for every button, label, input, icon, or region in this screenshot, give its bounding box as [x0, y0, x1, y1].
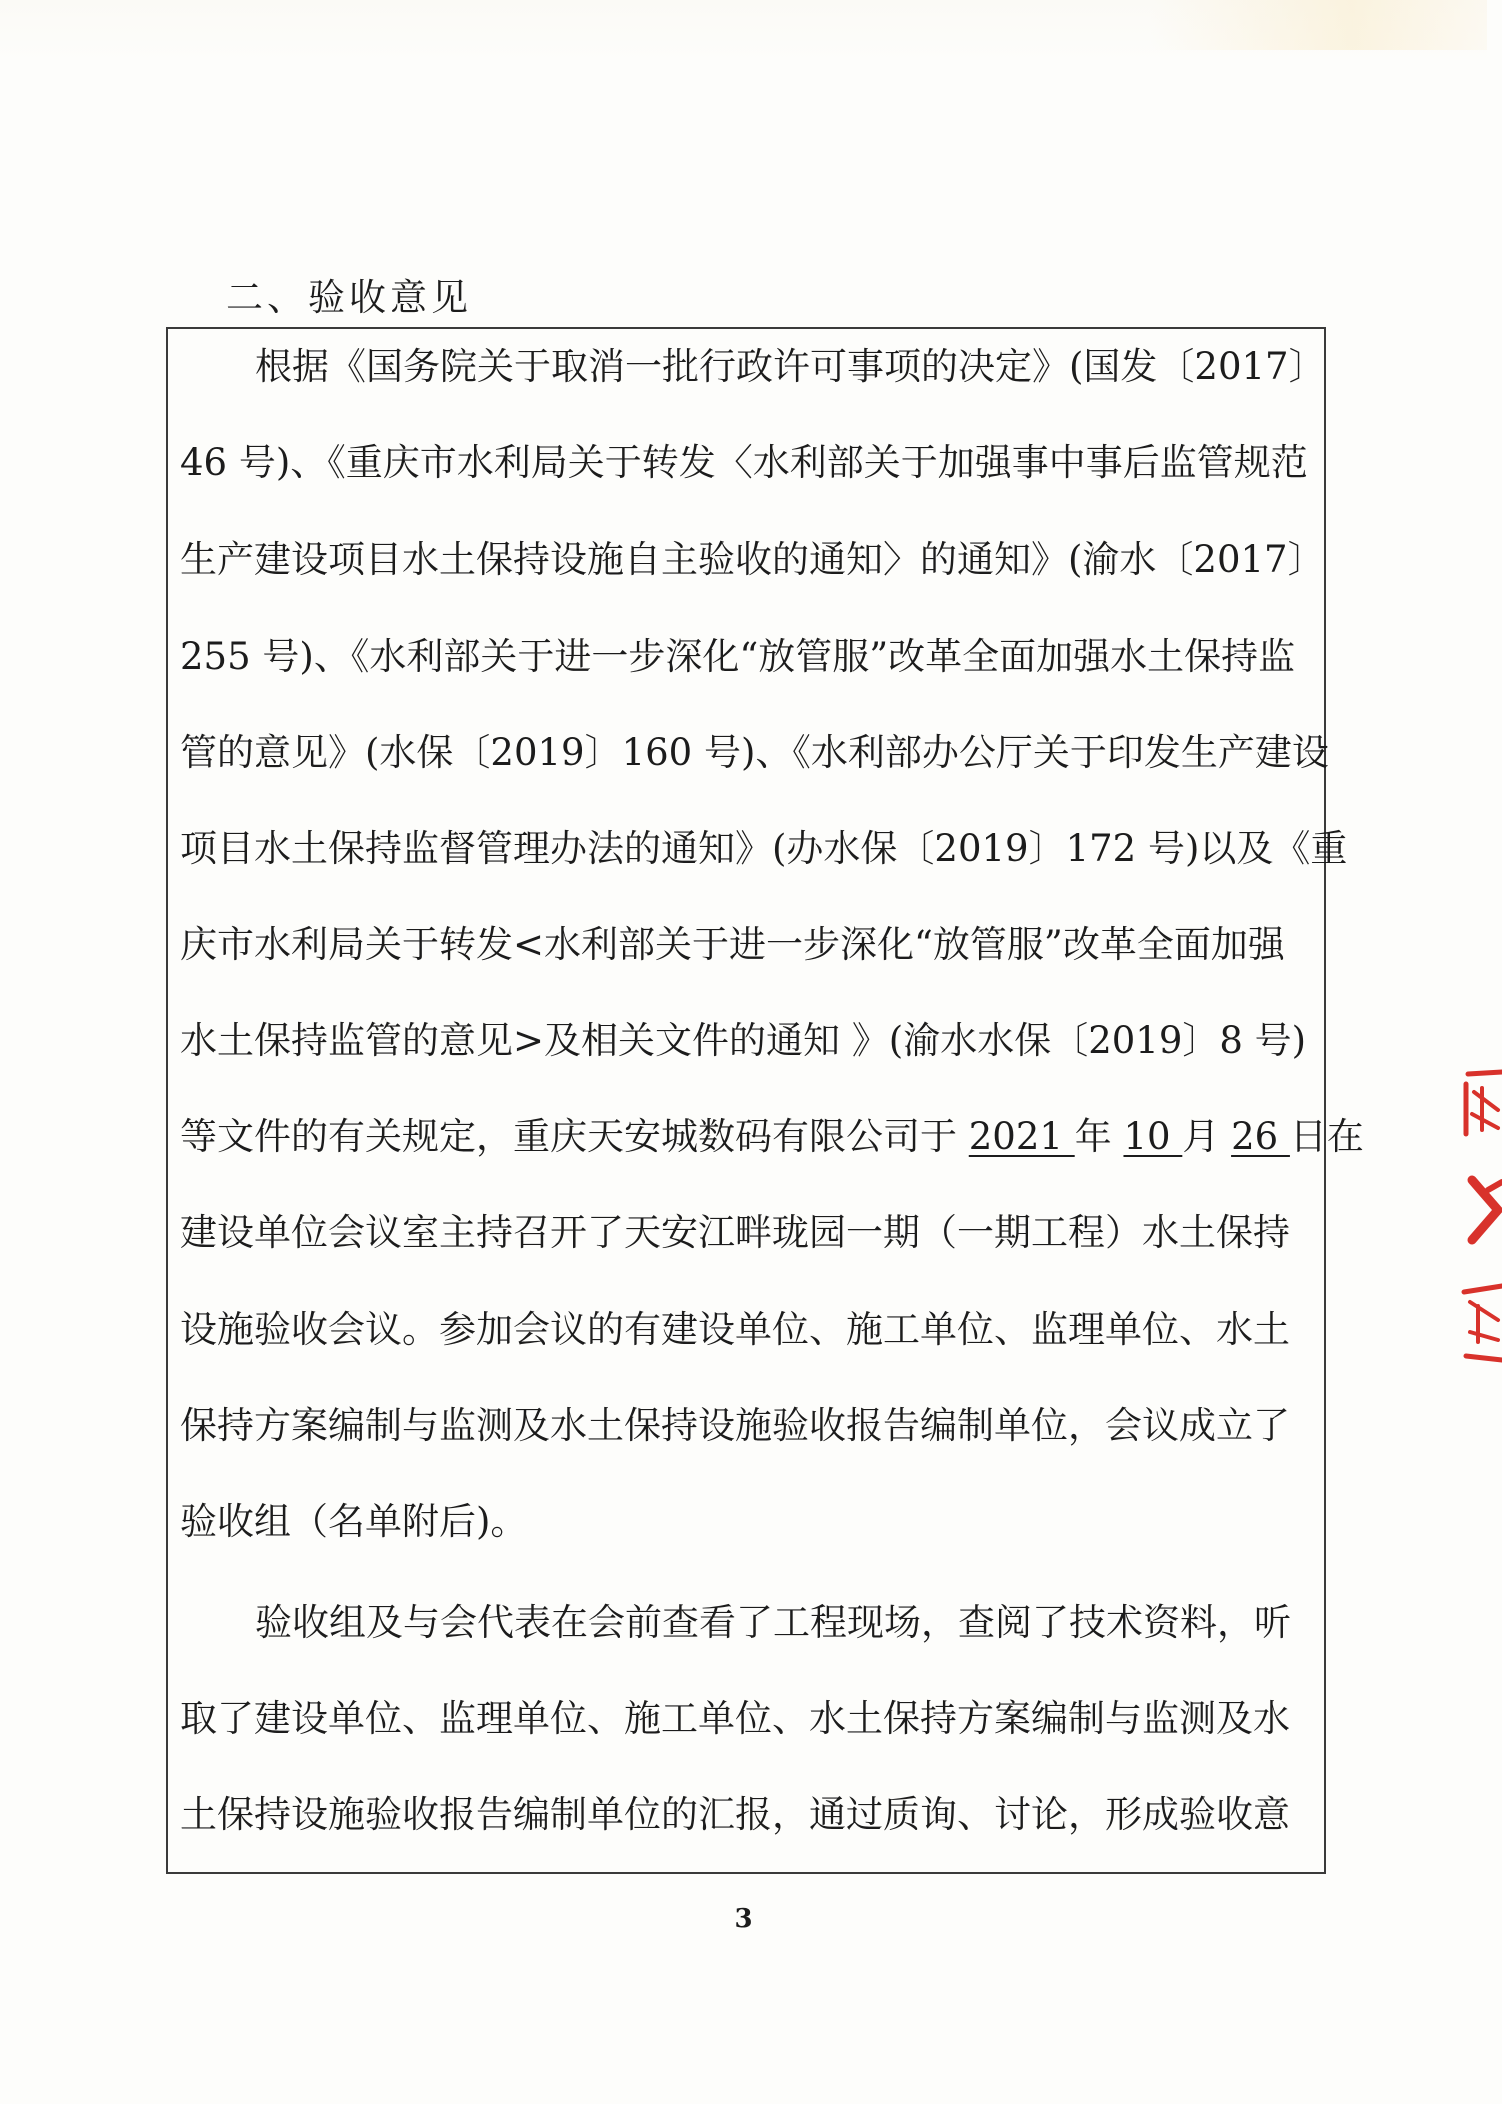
body-line: 土保持设施验收报告编制单位的汇报，通过质询、讨论，形成验收意 [180, 1793, 1290, 1836]
meeting-year-unit: 年 [1074, 1115, 1124, 1158]
body-line: 46 号)、《重庆市水利局关于转发〈水利部关于加强事中事后监管规范 [180, 441, 1308, 484]
body-line: 水土保持监管的意见>及相关文件的通知 》(渝水水保〔2019〕8 号) [180, 1019, 1307, 1062]
body-line: 建设单位会议室主持召开了天安江畔珑园一期（一期工程）水土保持 [180, 1211, 1290, 1254]
meeting-line-prefix: 等文件的有关规定，重庆天安城数码有限公司于 [180, 1115, 969, 1158]
meeting-day: 26 [1231, 1115, 1290, 1158]
scan-edge-strip [1150, 0, 1487, 50]
body-line: 保持方案编制与监测及水土保持设施验收报告编制单位，会议成立了 [180, 1404, 1290, 1447]
body-line: 取了建设单位、监理单位、施工单位、水土保持方案编制与监测及水 [180, 1697, 1290, 1740]
body-line: 管的意见》(水保〔2019〕160 号)、《水利部办公厅关于印发生产建设 [180, 731, 1329, 774]
body-line: 设施验收会议。参加会议的有建设单位、施工单位、监理单位、水土 [180, 1308, 1290, 1351]
body-line: 庆市水利局关于转发<水利部关于进一步深化“放管服”改革全面加强 [180, 923, 1285, 966]
meeting-line-suffix: 日在 [1289, 1115, 1364, 1158]
body-line: 生产建设项目水土保持设施自主验收的通知〉的通知》(渝水〔2017〕 [180, 538, 1325, 581]
meeting-date-line [180, 1107, 1364, 1167]
meeting-year: 2021 [968, 1115, 1075, 1158]
meeting-month-unit: 月 [1182, 1115, 1232, 1158]
body-line: 根据《国务院关于取消一批行政许可事项的决定》(国发〔2017〕 [255, 345, 1326, 388]
body-line: 项目水土保持监督管理办法的通知》(办水保〔2019〕172 号)以及《重 [180, 827, 1348, 870]
page-number: 3 [734, 1904, 753, 1934]
body-line: 255 号)、《水利部关于进一步深化“放管服”改革全面加强水土保持监 [180, 635, 1296, 678]
section-heading: 二、验收意见 [226, 276, 472, 319]
body-line: 验收组及与会代表在会前查看了工程现场，查阅了技术资料，听 [255, 1601, 1291, 1644]
body-line: 验收组（名单附后)。 [180, 1500, 528, 1543]
meeting-month: 10 [1123, 1115, 1183, 1158]
